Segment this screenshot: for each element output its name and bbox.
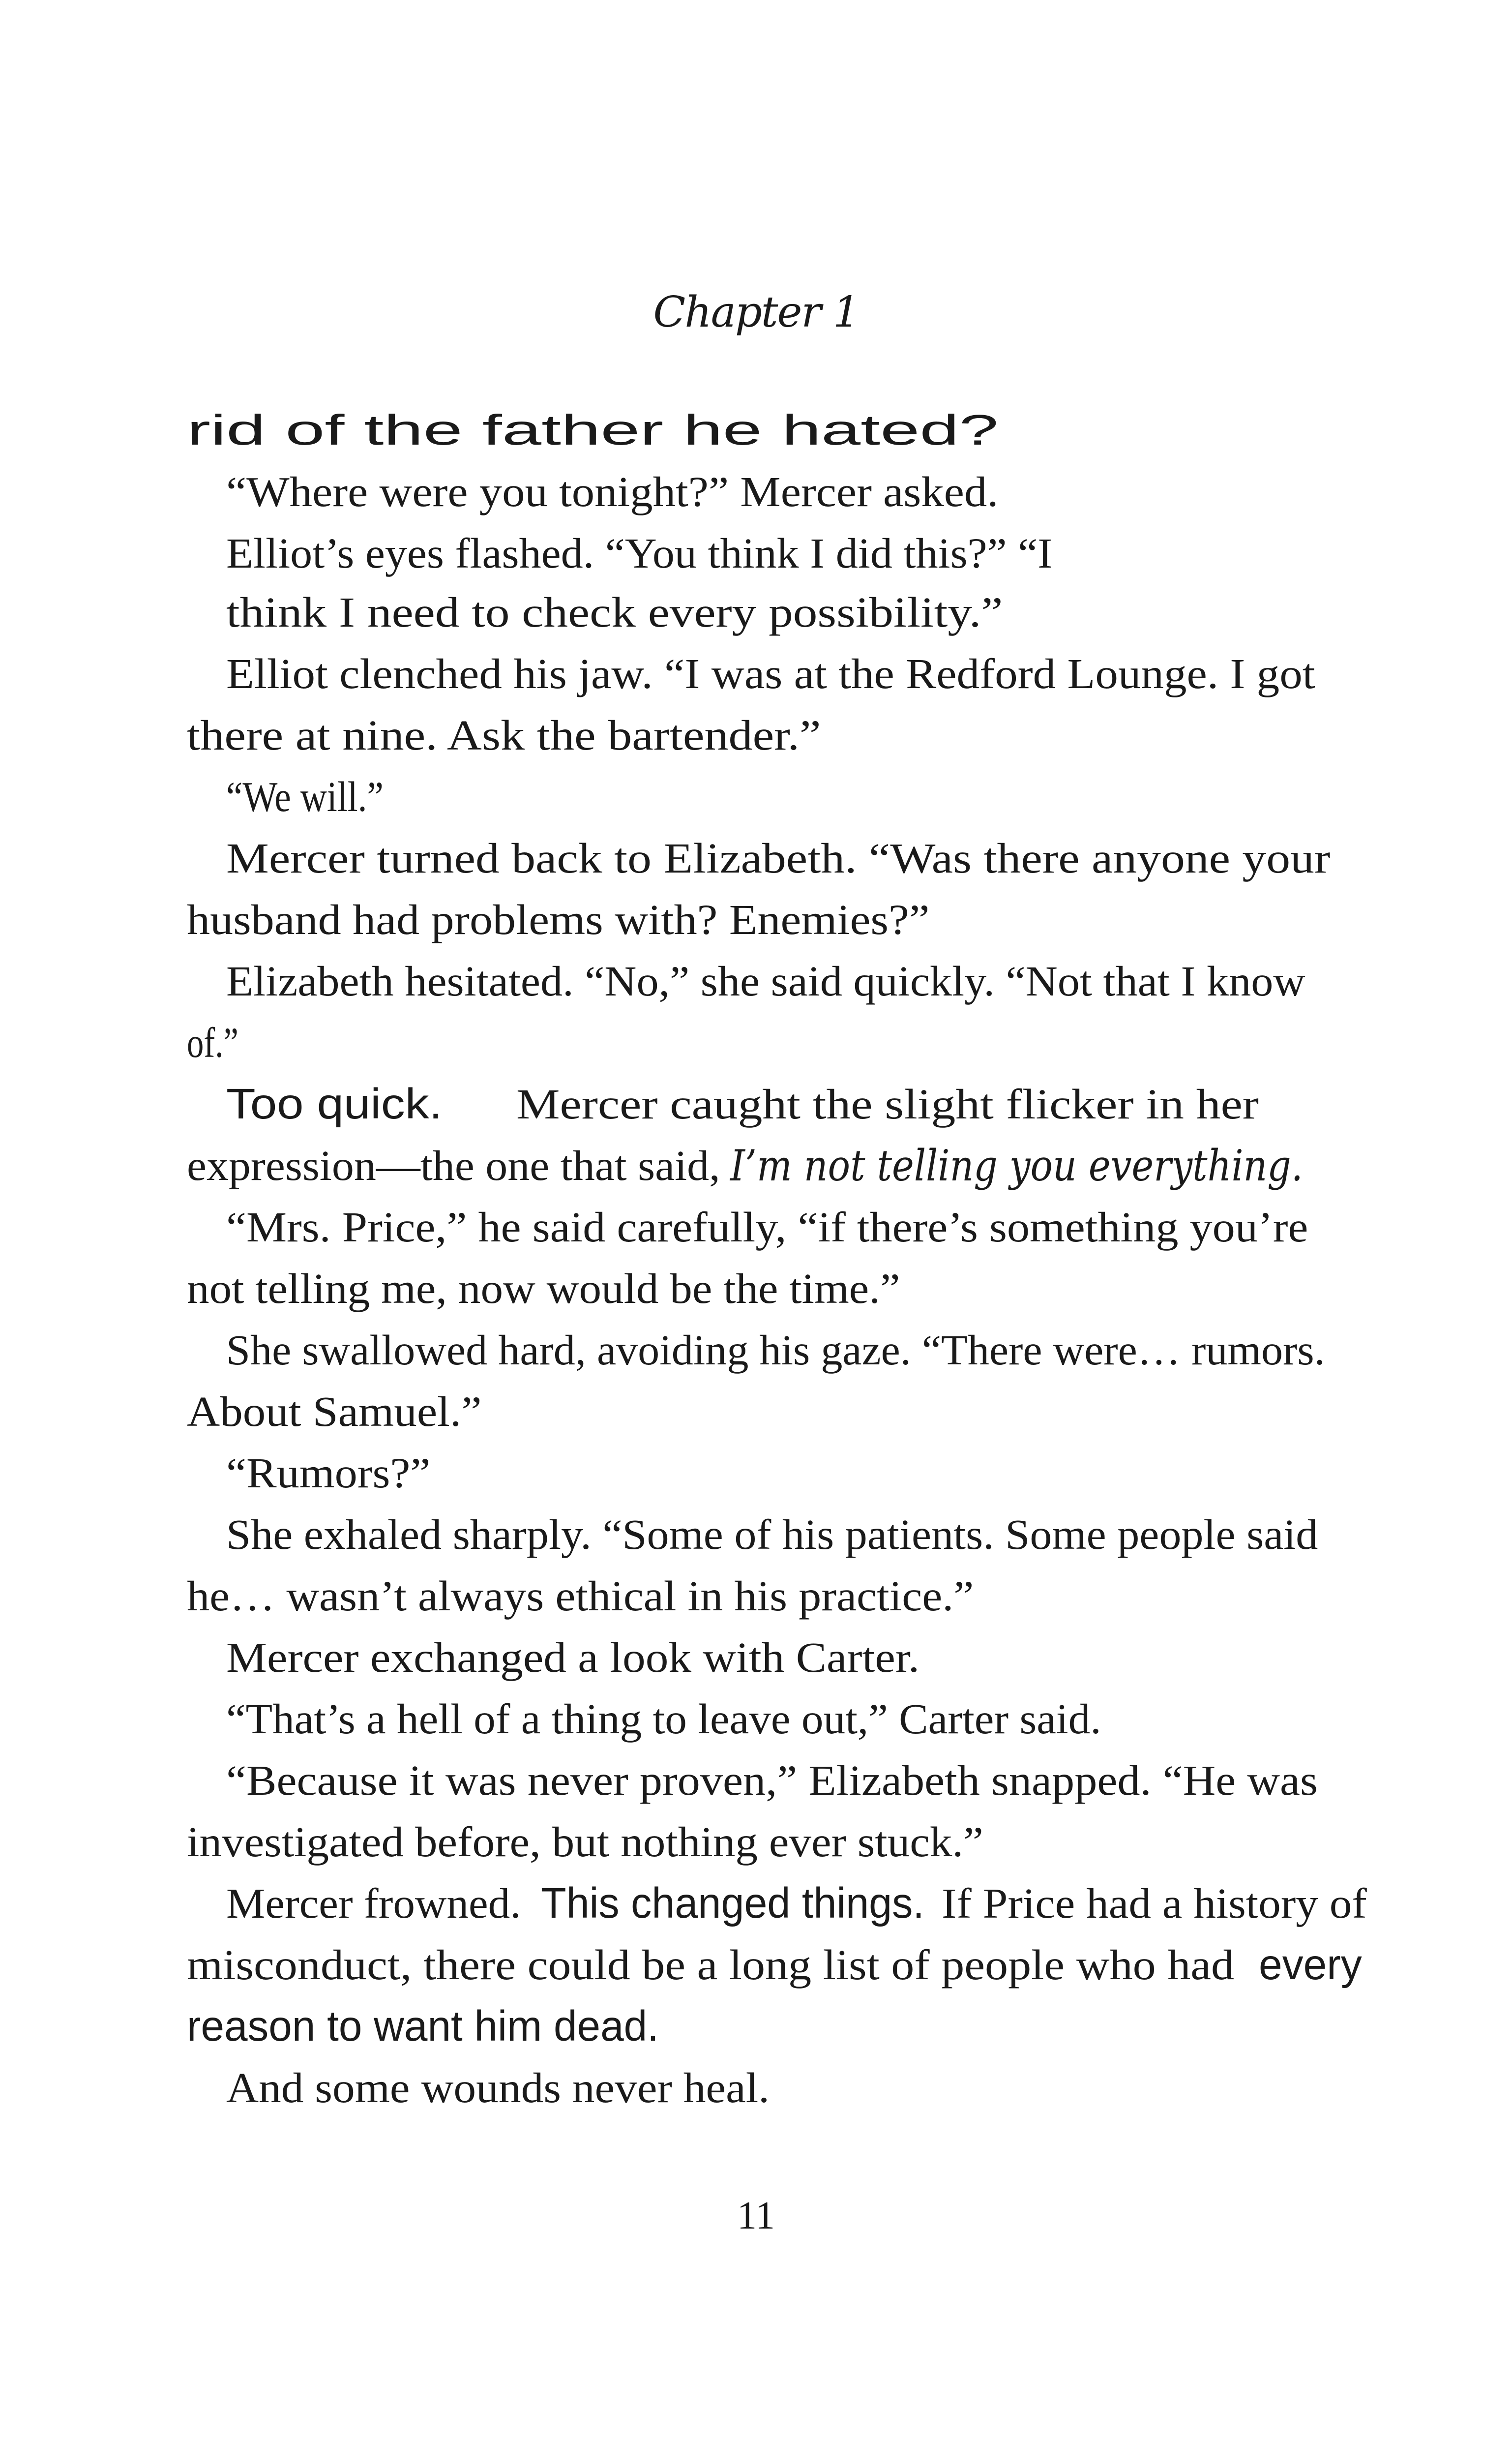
text-line-italic: I’m not telling you everything. — [730, 1141, 1303, 1191]
text-line: About Samuel.” — [187, 1387, 482, 1435]
text-line: Elliot’s eyes flashed. “You think I did this?” “I — [226, 529, 1053, 577]
text-line: If Price had a history of — [942, 1879, 1367, 1927]
page-number: 11 — [737, 2194, 775, 2237]
text-line-emphasis: reason to want him dead. — [187, 2002, 659, 2050]
text-line-emphasis: This changed things. — [541, 1879, 924, 1927]
text-line: rid of the father he hated? — [187, 406, 999, 454]
text-line: of.” — [187, 1019, 238, 1066]
text-line: Mercer exchanged a look with Carter. — [226, 1633, 920, 1681]
text-line: there at nine. Ask the bartender.” — [187, 711, 821, 759]
text-line: “Rumors?” — [226, 1449, 431, 1497]
text-line: not telling me, now would be the time.” — [187, 1265, 900, 1312]
text-line: “Where were you tonight?” Mercer asked. — [226, 468, 999, 515]
text-line: Elizabeth hesitated. “No,” she said quickly. “Not that I know — [226, 957, 1305, 1005]
text-line: misconduct, there could be a long list of people who had — [187, 1941, 1235, 1989]
text-line: Mercer turned back to Elizabeth. “Was there anyone your — [226, 834, 1331, 882]
text-line: he… wasn’t always ethical in his practice.” — [187, 1572, 974, 1620]
text-line: husband had problems with? Enemies?” — [187, 896, 930, 943]
text-line: “Because it was never proven,” Elizabeth snapped. “He was — [226, 1756, 1318, 1804]
text-line: expression—the one that said, — [187, 1142, 720, 1189]
running-header: Chapter 1 — [653, 288, 859, 337]
text-line: Elliot clenched his jaw. “I was at the Redford Lounge. I got — [226, 650, 1315, 697]
text-line: Mercer frowned. — [226, 1879, 521, 1927]
text-line: She exhaled sharply. “Some of his patients. Some people said — [226, 1510, 1318, 1558]
text-line-emphasis: every — [1259, 1941, 1362, 1989]
text-line: “Mrs. Price,” he said carefully, “if there’s something you’re — [226, 1203, 1308, 1251]
text-line: “That’s a hell of a thing to leave out,” Carter said. — [226, 1695, 1101, 1743]
text-line: think I need to check every possibility.” — [226, 588, 1003, 636]
text-line: She swallowed hard, avoiding his gaze. “There were… rumors. — [226, 1326, 1325, 1374]
text-line-emphasis: Too quick. — [226, 1080, 443, 1128]
text-line: Mercer caught the slight flicker in her — [516, 1080, 1259, 1128]
text-line: “We will.” — [226, 773, 384, 820]
text-line: And some wounds never heal. — [226, 2064, 770, 2111]
text-line: investigated before, but nothing ever stuck.” — [187, 1818, 983, 1866]
